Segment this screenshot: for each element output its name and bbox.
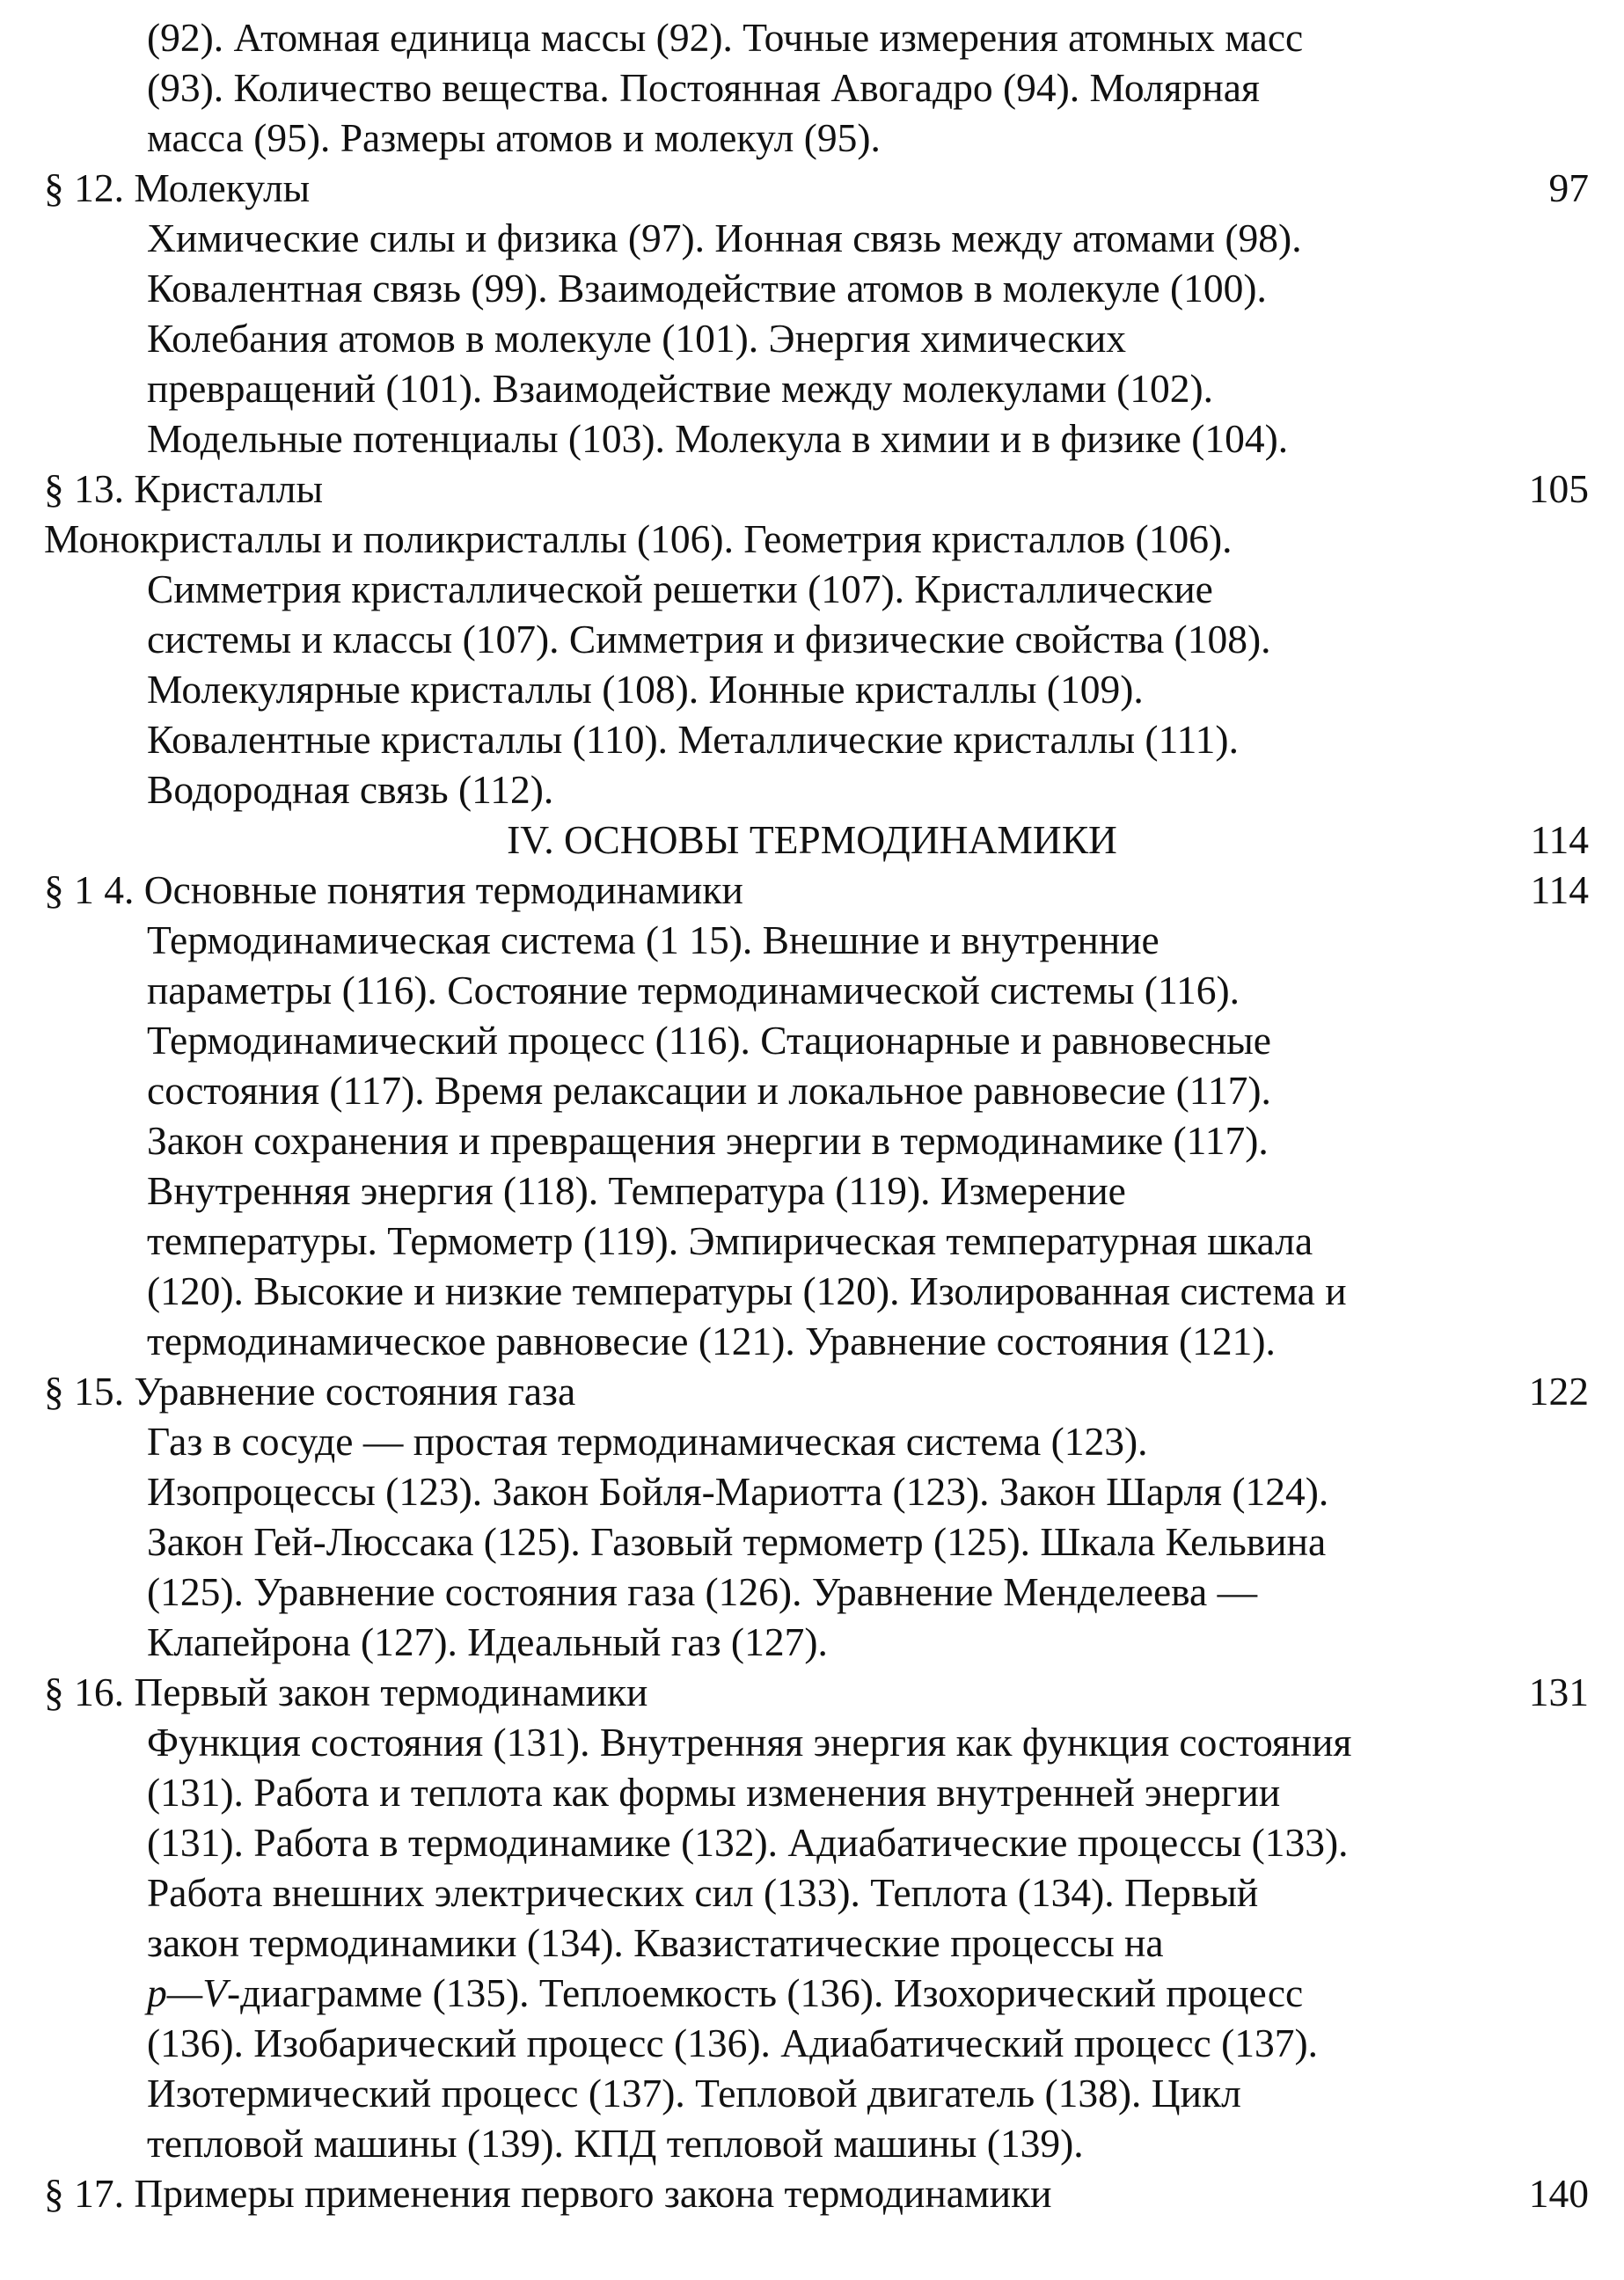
toc-text-line: Термодинамический процесс (116). Стационарные и равновесные <box>147 1018 1271 1063</box>
section-14-title: § 1 4. Основные понятия термодинамики <box>44 867 743 912</box>
toc-text-line: Модельные потенциалы (103). Молекула в химии и в физике (104). <box>147 416 1289 461</box>
section-17-title: § 17. Примеры применения первого закона термодинамики <box>44 2171 1052 2216</box>
toc-text-line: Внутренняя энергия (118). Температура (119). Измерение <box>147 1168 1126 1213</box>
toc-text-line: Колебания атомов в молекуле (101). Энергия химических <box>147 316 1127 361</box>
toc-text-line: (131). Работа и теплота как формы изменения внутренней энергии <box>147 1770 1281 1815</box>
toc-text-line: закон термодинамики (134). Квазистатические процессы на <box>147 1920 1164 1965</box>
section-15-title: § 15. Уравнение состояния газа <box>44 1369 576 1414</box>
toc-text-line: (92). Атомная единица массы (92). Точные измерения атомных масс <box>147 15 1304 60</box>
toc-text-line: Закон сохранения и превращения энергии в термодинамике (117). <box>147 1118 1269 1163</box>
pv-diagram-italic: p—V <box>147 1970 227 2015</box>
section-13-page: 105 <box>1528 466 1589 511</box>
toc-text-line-rest: -диаграмме (135). Теплоемкость (136). Изохорический процесс <box>227 1970 1304 2015</box>
toc-text-line: тепловой машины (139). КПД тепловой машины (139). <box>147 2121 1084 2166</box>
section-15-page: 122 <box>1528 1369 1589 1414</box>
toc-text-line: Химические силы и физика (97). Ионная связь между атомами (98). <box>147 216 1302 260</box>
toc-text-line: Газ в сосуде — простая термодинамическая система (123). <box>147 1419 1148 1464</box>
toc-text-line: системы и классы (107). Симметрия и физические свойства (108). <box>147 617 1271 661</box>
toc-text-line: состояния (117). Время релаксации и локальное равновесие (117). <box>147 1068 1271 1113</box>
toc-text-line: (131). Работа в термодинамике (132). Адиабатические процессы (133). <box>147 1820 1349 1865</box>
toc-text-line: температуры. Термометр (119). Эмпирическая температурная шкала <box>147 1218 1313 1263</box>
section-12-title: § 12. Молекулы <box>44 165 311 210</box>
toc-text-line: Изопроцессы (123). Закон Бойля-Мариотта (123). Закон Шарля (124). <box>147 1469 1329 1514</box>
section-16-title: § 16. Первый закон термодинамики <box>44 1670 648 1714</box>
toc-text-line: Молекулярные кристаллы (108). Ионные кристаллы (109). <box>147 667 1144 712</box>
section-17-page: 140 <box>1528 2171 1589 2216</box>
section-16-page: 131 <box>1528 1670 1589 1714</box>
toc-text-line: Клапейрона (127). Идеальный газ (127). <box>147 1619 828 1664</box>
toc-text-line: превращений (101). Взаимодействие между молекулами (102). <box>147 366 1214 411</box>
toc-text-line: (93). Количество вещества. Постоянная Авогадро (94). Молярная <box>147 65 1260 110</box>
toc-text-line: Термодинамическая система (1 15). Внешние и внутренние <box>147 917 1159 962</box>
toc-text-line: Закон Гей-Люссака (125). Газовый термометр (125). Шкала Кельвина <box>147 1519 1327 1564</box>
toc-text-line: параметры (116). Состояние термодинамической системы (116). <box>147 968 1240 1012</box>
toc-text-line: термодинамическое равновесие (121). Уравнение состояния (121). <box>147 1319 1276 1363</box>
toc-text-line: масса (95). Размеры атомов и молекул (95). <box>147 115 881 160</box>
section-13-title: § 13. Кристаллы <box>44 466 324 511</box>
toc-text-line: Монокристаллы и поликристаллы (106). Геометрия кристаллов (106). <box>44 516 1233 561</box>
toc-text-line: Симметрия кристаллической решетки (107). Кристаллические <box>147 566 1213 611</box>
toc-text-line: (136). Изобарический процесс (136). Адиабатический процесс (137). <box>147 2021 1319 2065</box>
toc-text-line <box>147 1968 1303 2019</box>
toc-text-line: (120). Высокие и низкие температуры (120). Изолированная система и <box>147 1268 1347 1313</box>
toc-text-line: (125). Уравнение состояния газа (126). Уравнение Менделеева — <box>147 1569 1258 1614</box>
part-4-heading: IV. ОСНОВЫ ТЕРМОДИНАМИКИ <box>507 817 1117 862</box>
section-12-page: 97 <box>1548 165 1589 210</box>
toc-text-line: Водородная связь (112). <box>147 767 554 812</box>
section-14-page: 114 <box>1530 867 1589 912</box>
toc-text-line: Ковалентная связь (99). Взаимодействие атомов в молекуле (100). <box>147 266 1267 311</box>
toc-text-line: Работа внешних электрических сил (133). Теплота (134). Первый <box>147 1870 1259 1915</box>
toc-text-line: Функция состояния (131). Внутренняя энергия как функция состояния <box>147 1720 1352 1765</box>
part-4-page: 114 <box>1530 817 1589 862</box>
toc-text-line: Ковалентные кристаллы (110). Металлические кристаллы (111). <box>147 717 1239 762</box>
toc-text-line: Изотермический процесс (137). Тепловой двигатель (138). Цикл <box>147 2071 1241 2116</box>
